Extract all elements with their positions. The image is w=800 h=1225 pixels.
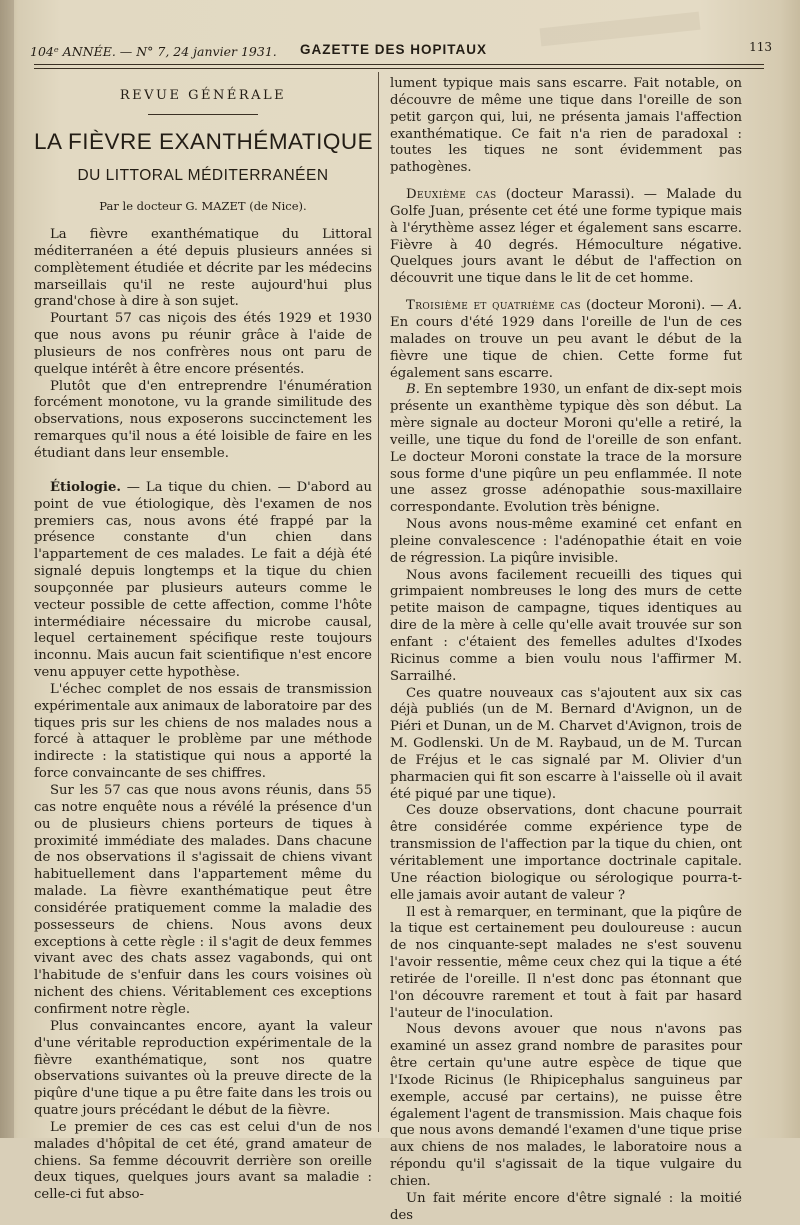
case-b-paragraph — [390, 382, 742, 517]
body-paragraph: Un fait mérite encore d'être signalé : la moitié des — [390, 1190, 742, 1223]
right-column — [390, 76, 742, 1225]
body-paragraph: L'échec complet de nos essais de transmission expérimentale aux animaux de laboratoire par des tiques pris sur les chiens de nos malades nous a forcé à attaquer le problème par une méthode indirecte : la statistique qui nous a apporté la force convaincante de ses chiffres. — [34, 681, 372, 782]
page-number: 113 — [749, 40, 772, 54]
case-three-four-paragraph — [390, 298, 742, 382]
body-paragraph: Plus convaincantes encore, ayant la valeur d'une véritable reproduction expérimentale de la fièvre exanthématique, sont nos quatre observations suivantes où la preuve directe de la piqûre d'une tique a pu être faite dans les trois ou quatre jours précédant le début de la fièvre. — [34, 1018, 372, 1119]
etiology-heading: Étiologie. — [50, 479, 121, 495]
issue-line: 104ᵉ ANNÉE. — N° 7, 24 janvier 1931. — [30, 44, 277, 59]
body-paragraph: Il est à remarquer, en terminant, que la piqûre de la tique est certainement peu douloureuse : aucun de nos cinquante-sept malades ne s'est souvenu l'avoir ressentie, même ceux chez qui la tique a été retirée de l'oreille. Il n'est donc pas étonnant que l'on découvre rarement et tout à fait par hasard l'auteur de l'inoculation. — [390, 904, 742, 1021]
case-a-label: A. — [728, 298, 742, 314]
continued-paragraph: lument typique mais sans escarre. Fait notable, on découvre de même une tique dans l'oreille de son petit garçon qui, lui, ne présenta jamais l'affection exanthématique. Ce fait n'a rien de paradoxal : toutes les tiques ne sont évidemment pas pathogènes. — [390, 76, 742, 176]
etiology-text: — D'abord au point de vue étiologique, dès l'examen de nos premiers cas, nous avons été frappé par la présence constante d'un chien dans l'appartement de ces malades. Le fait a déjà été signalé depuis longtemps et la tique du chien soupçonnée par plusieurs auteurs comme le vecteur possible de cette affection, comme l'hôte intermédiaire nécessaire du microbe causal, lequel certainement spécifique reste toujours inconnu. Mais aucun fait scientifique n'est encore venu appuyer cette hypothèse. — [34, 479, 372, 681]
etiology-subheading: La tique du chien. — [145, 479, 272, 495]
journal-name: GAZETTE DES HOPITAUX — [300, 42, 488, 57]
body-paragraph: Nous devons avouer que nous n'avons pas examiné un assez grand nombre de parasites pour être certain qu'une autre espèce de tique que l'Ixode Ricinus (le Rhipicephalus sanguineus par exemple, accusé par certains), ne puisse être également l'agent de transmission. Mais chaque fois que nous avons demandé l'examen d'une tique prise aux chiens de nos malades, le laboratoire nous a répondu qu'il s'agissait de la tique vulgaire du chien. — [390, 1022, 742, 1189]
body-paragraph: Ces douze observations, dont chacune pourrait être considérée comme expérience type de transmission de l'affection par la tique du chien, ont véritablement une importance doctrinale capitale. Une réaction biologique ou sérologique pourra-t-elle jamais avoir autant de valeur ? — [390, 803, 742, 903]
body-paragraph: Nous avons nous-même examiné cet enfant en pleine convalescence : l'adénopathie était en voie de régression. La piqûre invisible. — [390, 517, 742, 566]
left-column — [34, 76, 372, 1204]
intro-paragraph: Pourtant 57 cas niçois des étés 1929 et 1930 que nous avons pu réunir grâce à l'aide de plusieurs de nos confrères nous ont paru de quelque intérêt à être encore présentés. — [34, 311, 372, 377]
case-two-text: (docteur Marassi). — Malade du Golfe Juan, présente cet été une forme typique mais à l'érythème assez léger et également sans escarre. Fièvre à 40 degrés. Hémoculture négative. Quelques jours avant le début de l'affection on découvrit une tique dans le lit de cet homme. — [390, 187, 742, 287]
section-label: REVUE GÉNÉRALE — [119, 88, 287, 103]
intro-paragraph: La fièvre exanthématique du Littoral méditerranéen a été depuis plusieurs années si complètement étudiée et décrite par les médecins marseillais qu'il ne reste aujourd'hui plus grand'chose à dire à son sujet. — [34, 227, 372, 310]
intro-paragraph: Plutôt que d'en entreprendre l'énumération forcément monotone, vu la grande similitude des observations, nous exposerons succinctement les remarques qu'il nous a été loisible de faire en les étudiant dans leur ensemble. — [34, 378, 372, 461]
case-three-four-label: Troisième et quatrième cas — [406, 298, 582, 314]
body-paragraph: Nous avons facilement recueilli des tiques qui grimpaient nombreuses le long des murs de cette petite maison de campagne, tiques identiques au dire de la mère à celle qu'elle avait trouvée sur son enfant : c'étaient des femelles adultes d'Ixodes Ricinus comme a bien voulu nous l'affirmer M. Sarrailhé. — [390, 567, 742, 684]
case-three-four-text: (docteur Moroni). — — [585, 298, 724, 314]
article-subtitle: DU LITTORAL MÉDITERRANÉEN — [77, 167, 329, 184]
section-rule — [148, 114, 258, 115]
column-divider — [378, 72, 379, 1132]
page-shadow — [0, 0, 14, 1138]
running-header — [30, 38, 772, 64]
header-rule — [34, 64, 764, 69]
etiology-paragraph: Étiologie. — La tique du chien. — D'abord au point de vue étiologique, dès l'examen de nos premiers cas, nous avons été frappé par la présence constante d'un chien dans l'appartement de ces malades. Le fait a déjà été signalé depuis longtemps et la tique du chien soupçonnée par plusieurs auteurs comme le vecteur possible de cette affection, comme l'hôte intermédiaire nécessaire du microbe causal, lequel certainement spécifique reste toujours inconnu. Mais aucun fait scientifique n'est encore venu appuyer cette hypothèse. — [34, 479, 372, 681]
case-two-paragraph — [390, 187, 742, 288]
body-paragraph: Le premier de ces cas est celui d'un de nos malades d'hôpital de cet été, grand amateur de chiens. Sa femme découvrit derrière son oreille deux tiques, quelques jours avant sa maladie : celle-ci fut abso- — [34, 1119, 372, 1203]
case-two-label: Deuxième cas — [406, 187, 497, 203]
article-byline: Par le docteur G. MAZET (de Nice). — [99, 199, 307, 213]
article-title: LA FIÈVRE EXANTHÉMATIQUE — [34, 129, 374, 154]
body-paragraph: Ces quatre nouveaux cas s'ajoutent aux six cas déjà publiés (un de M. Bernard d'Avignon, un de Piéri et Dunan, un de M. Charvet d'Avignon, trois de M. Godlenski. Un de M. Raybaud, un de M. Turcan de Fréjus et le cas signalé par M. Olivier d'un pharmacien qui fit son escarre à l'aisselle où il avait été piqué par une tique). — [390, 685, 742, 802]
body-paragraph: Sur les 57 cas que nous avons réunis, dans 55 cas notre enquête nous a révélé la présence d'un ou de plusieurs chiens porteurs de tiques à proximité immédiate des malades. Dans chacune de nos observations il s'agissait de chiens vivant habituellement dans l'appartement même du malade. La fièvre exanthématique peut être considérée pratiquement comme la maladie des possesseurs de chiens. Nous avons deux exceptions à cette règle : il s'agit de deux femmes vivant avec des chats assez vagabonds, qui ont l'habitude de s'enfuir dans les cours voisines où nichent des chiens. Véritablement ces exceptions confirment notre règle. — [34, 783, 372, 1017]
case-b-text: En septembre 1930, un enfant de dix-sept mois présente un exanthème typique dès son début. La mère signale au docteur Moroni qu'elle a retiré, la veille, une tique du fond de l'oreille de son enfant. Le docteur Moroni constate la trace de la morsure sous forme d'une piqûre un peu enflammée. Il note une assez grosse adénopathie sous-maxillaire correspondante. Evolution très bénigne. — [390, 382, 742, 516]
case-b-label: B. — [406, 382, 420, 398]
case-a-text: En cours d'été 1929 dans l'oreille de l'un de ces malades on trouve un peu avant le début de la fièvre une tique de chien. Cette forme fut également sans escarre. — [390, 314, 742, 381]
